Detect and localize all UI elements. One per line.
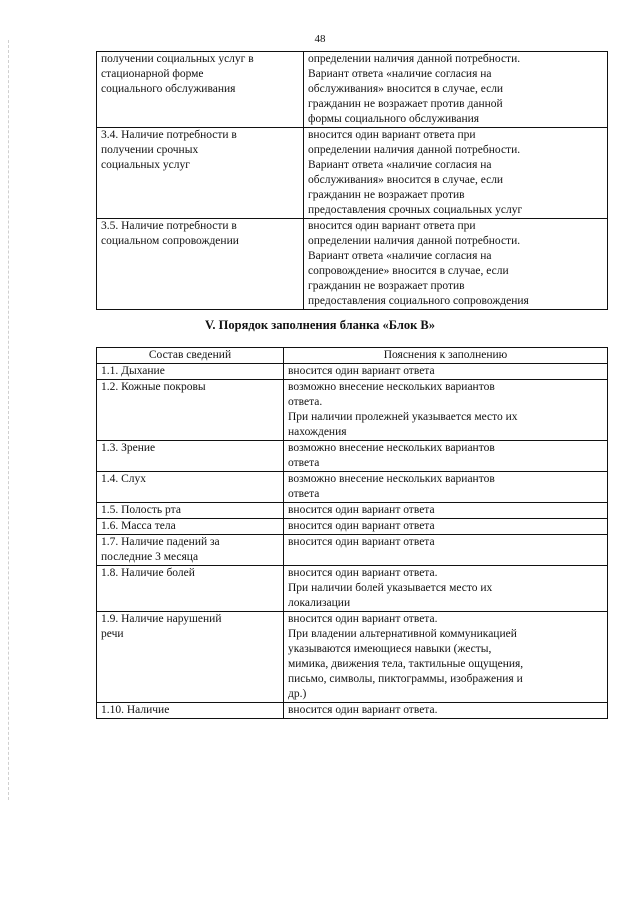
cell-text-line: гражданин не возражает против данной <box>308 98 503 110</box>
cell-text-line: ответа <box>288 488 320 500</box>
cell-item-name <box>97 566 284 612</box>
cell-text-line: При наличии болей указывается место их <box>288 582 493 594</box>
cell-text-line: сопровождение» вносится в случае, если <box>308 265 509 277</box>
cell-explanation <box>304 128 608 219</box>
cell-text-line: вносится один вариант ответа. <box>288 704 438 716</box>
cell-text-line: нахождения <box>288 426 347 438</box>
cell-text-line: 1.3. Зрение <box>101 442 156 454</box>
cell-text-line: 1.8. Наличие болей <box>101 567 195 579</box>
page-number: 48 <box>314 33 326 45</box>
table-row <box>97 519 608 535</box>
cell-explanation <box>284 364 608 380</box>
cell-text-line: 1.5. Полость рта <box>101 504 181 516</box>
cell-explanation <box>304 52 608 128</box>
cell-text-line: последние 3 месяца <box>101 551 199 563</box>
cell-explanation <box>304 219 608 310</box>
cell-text-line: определении наличия данной потребности. <box>308 235 521 247</box>
cell-item-name <box>97 128 304 219</box>
cell-text-line: вносится один вариант ответа при <box>308 220 476 232</box>
cell-text-line: обслуживания» вносится в случае, если <box>308 174 504 186</box>
cell-item-name <box>97 52 304 128</box>
table-header-row <box>97 348 608 364</box>
cell-text-line: формы социального обслуживания <box>308 113 480 125</box>
cell-text-line: возможно внесение нескольких вариантов <box>288 381 495 393</box>
cell-explanation <box>284 566 608 612</box>
table-row <box>97 703 608 719</box>
header-fill-explanations: Пояснения к заполнению <box>284 348 608 364</box>
table-row <box>97 612 608 703</box>
cell-text-line: вносится один вариант ответа <box>288 504 435 516</box>
cell-item-name <box>97 519 284 535</box>
cell-text-line: определении наличия данной потребности. <box>308 53 521 65</box>
cell-text-line: письмо, символы, пиктограммы, изображения и <box>288 673 523 685</box>
cell-explanation <box>284 535 608 566</box>
cell-item-name <box>97 219 304 310</box>
cell-text-line: социальных услуг <box>101 159 190 171</box>
table-row <box>97 535 608 566</box>
table-row <box>97 566 608 612</box>
cell-text-line: предоставления социального сопровождения <box>308 295 529 307</box>
cell-explanation <box>284 503 608 519</box>
cell-text-line: Вариант ответа «наличие согласия на <box>308 159 492 171</box>
cell-item-name <box>97 364 284 380</box>
cell-text-line: При владении альтернативной коммуникацией <box>288 628 517 640</box>
table-row <box>97 380 608 441</box>
block-b-table <box>96 347 608 719</box>
cell-item-name <box>97 503 284 519</box>
cell-text-line: стационарной форме <box>101 68 204 80</box>
cell-text-line: гражданин не возражает против <box>308 280 465 292</box>
cell-item-name <box>97 441 284 472</box>
cell-text-line: обслуживания» вносится в случае, если <box>308 83 504 95</box>
cell-text-line: локализации <box>288 597 351 609</box>
cell-text-line: вносится один вариант ответа <box>288 520 435 532</box>
cell-text-line: Вариант ответа «наличие согласия на <box>308 68 492 80</box>
cell-text-line: 3.5. Наличие потребности в <box>101 220 237 232</box>
cell-explanation <box>284 380 608 441</box>
cell-text-line: 3.4. Наличие потребности в <box>101 129 237 141</box>
cell-text-line: указываются имеющиеся навыки (жесты, <box>288 643 492 655</box>
cell-text-line: ответа. <box>288 396 323 408</box>
cell-item-name <box>97 535 284 566</box>
table-row <box>97 364 608 380</box>
cell-explanation <box>284 703 608 719</box>
section-heading: V. Порядок заполнения бланка «Блок В» <box>204 318 436 332</box>
header-info-composition: Состав сведений <box>97 348 284 364</box>
cell-text-line: 1.2. Кожные покровы <box>101 381 206 393</box>
cell-text-line: предоставления срочных социальных услуг <box>308 204 523 216</box>
cell-text-line: возможно внесение нескольких вариантов <box>288 442 495 454</box>
cell-text-line: получении социальных услуг в <box>101 53 254 65</box>
cell-item-name <box>97 472 284 503</box>
cell-text-line: возможно внесение нескольких вариантов <box>288 473 495 485</box>
cell-text-line: социального обслуживания <box>101 83 236 95</box>
table-row <box>97 472 608 503</box>
cell-explanation <box>284 612 608 703</box>
cell-text-line: вносится один вариант ответа <box>288 536 435 548</box>
cell-text-line: речи <box>101 628 124 640</box>
continued-table <box>96 51 608 310</box>
cell-explanation <box>284 472 608 503</box>
cell-text-line: 1.6. Масса тела <box>101 520 176 532</box>
cell-text-line: 1.1. Дыхание <box>101 365 165 377</box>
cell-text-line: мимика, движения тела, тактильные ощущения, <box>288 658 524 670</box>
cell-text-line: 1.7. Наличие падений за <box>101 536 220 548</box>
cell-text-line: Вариант ответа «наличие согласия на <box>308 250 492 262</box>
cell-explanation <box>284 441 608 472</box>
cell-text-line: 1.9. Наличие нарушений <box>101 613 222 625</box>
cell-text-line: При наличии пролежней указывается место их <box>288 411 518 423</box>
cell-text-line: вносится один вариант ответа при <box>308 129 476 141</box>
cell-text-line: др.) <box>288 688 307 700</box>
cell-item-name <box>97 380 284 441</box>
cell-explanation <box>284 519 608 535</box>
cell-item-name <box>97 703 284 719</box>
table-row <box>97 441 608 472</box>
table-row <box>97 128 608 219</box>
cell-text-line: социальном сопровождении <box>101 235 239 247</box>
table-row <box>97 503 608 519</box>
cell-item-name <box>97 612 284 703</box>
cell-text-line: гражданин не возражает против <box>308 189 465 201</box>
table-row <box>97 52 608 128</box>
cell-text-line: вносится один вариант ответа. <box>288 613 438 625</box>
cell-text-line: 1.10. Наличие <box>101 704 170 716</box>
cell-text-line: вносится один вариант ответа. <box>288 567 438 579</box>
cell-text-line: вносится один вариант ответа <box>288 365 435 377</box>
scan-margin-line <box>8 40 9 800</box>
cell-text-line: 1.4. Слух <box>101 473 147 485</box>
cell-text-line: получении срочных <box>101 144 199 156</box>
table-row <box>97 219 608 310</box>
cell-text-line: ответа <box>288 457 320 469</box>
cell-text-line: определении наличия данной потребности. <box>308 144 521 156</box>
